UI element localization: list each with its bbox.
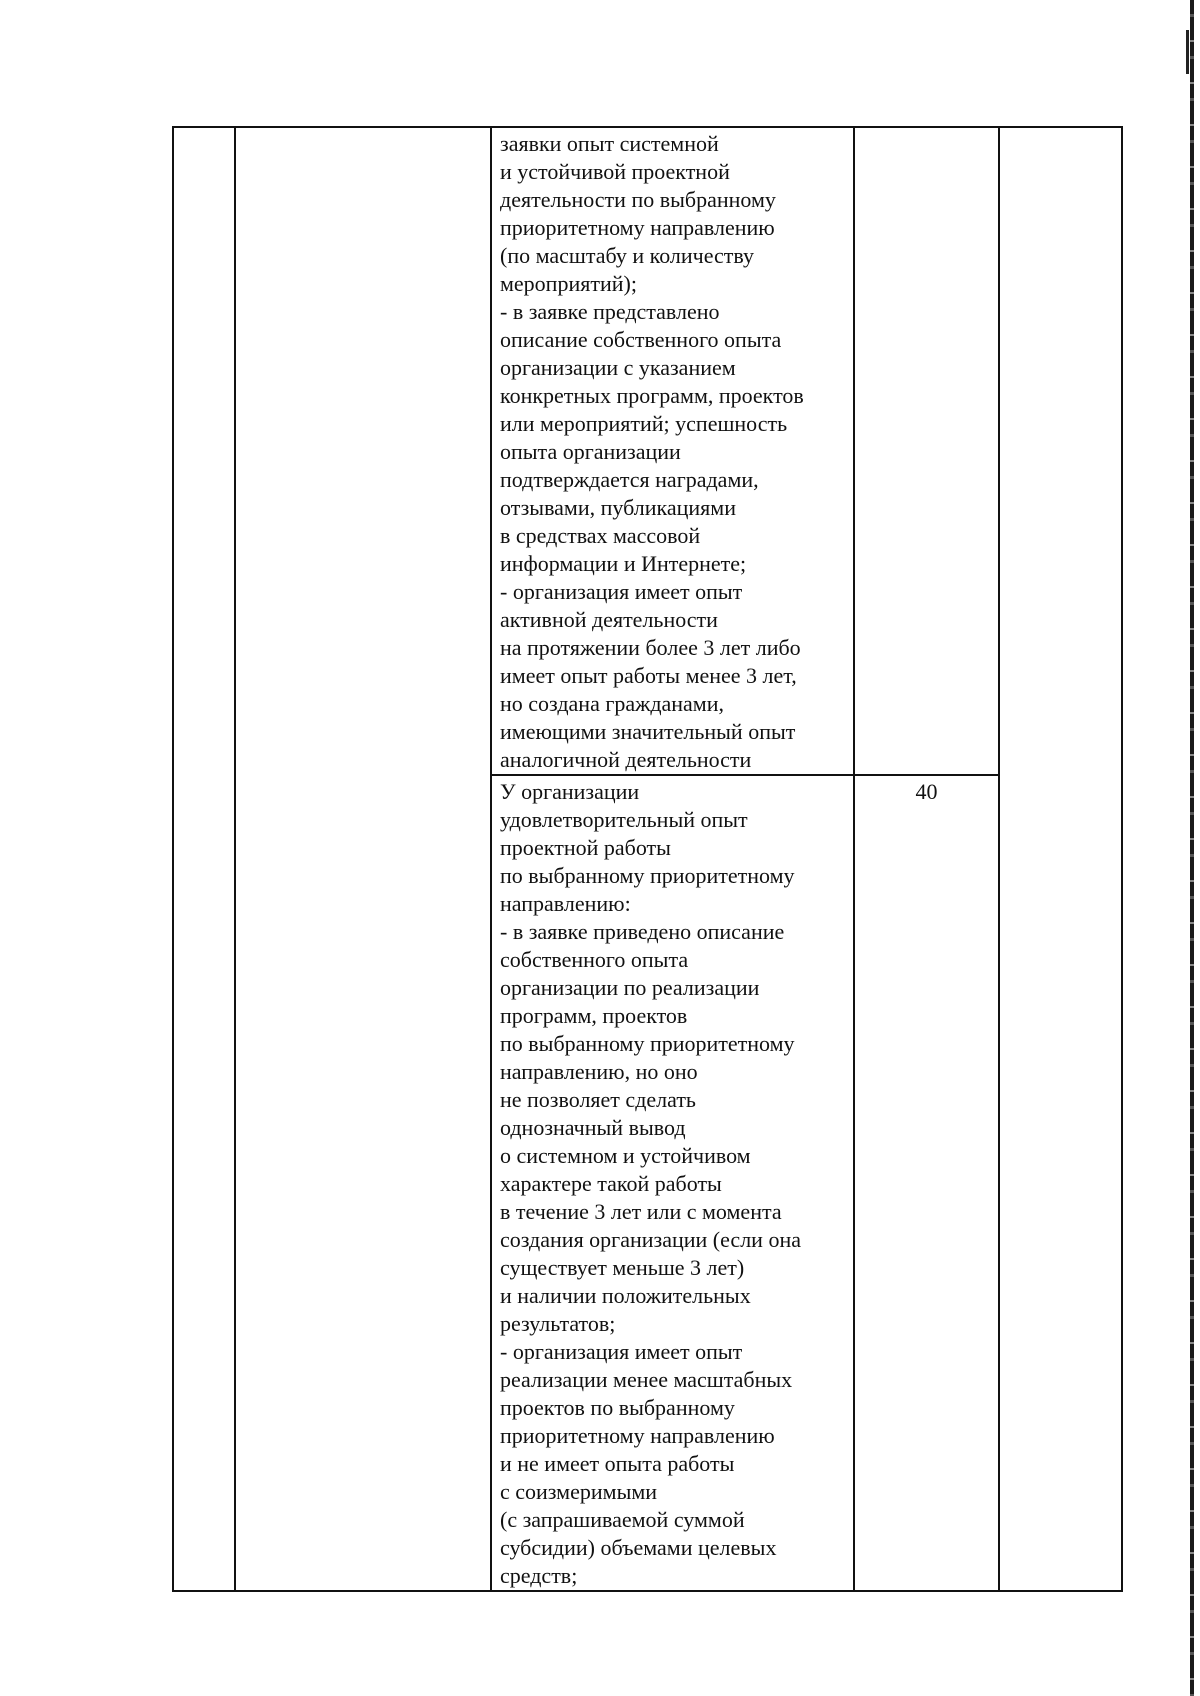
number-cell bbox=[173, 127, 235, 1591]
table-row bbox=[173, 127, 1122, 775]
criterion-description-text: заявки опыт системной и устойчивой проектной деятельности по выбранному приоритетному направлению (по масштабу и количеству мероприятий); - в заявке представлено описание собственного опыта организации с указанием конкретных программ, проектов или мероприятий; успешность опыта организации подтверждается наградами, отзывами, публикациями в средствах массовой информации и Интернете; - организация имеет опыт активной деятельности на протяжении более 3 лет либо имеет опыт работы менее 3 лет, но создана гражданами, имеющими значительный опыт аналогичной деятельности bbox=[500, 131, 804, 772]
score-value bbox=[855, 128, 998, 130]
score-cell bbox=[854, 775, 999, 1591]
scan-edge-mark bbox=[1186, 30, 1189, 74]
criterion-description-text: У организации удовлетворительный опыт проектной работы по выбранному приоритетному направлению: - в заявке приведено описание собственного опыта организации по реализации программ, проектов по выбранному приоритетному направлению, но оно не позволяет сделать однозначный вывод о системном и устойчивом характере такой работы в течение 3 лет или с момента создания организации (если она существует меньше 3 лет) и наличии положительных результатов; - организация имеет опыт реализации менее масштабных проектов по выбранному приоритетному направлению и не имеет опыта работы с соизмеримыми (с запрашиваемой суммой субсидии) объемами целевых средств; bbox=[500, 779, 801, 1588]
scan-edge bbox=[1190, 0, 1194, 1696]
remarks-cell bbox=[999, 127, 1122, 1591]
criterion-description-cell bbox=[491, 775, 854, 1591]
criterion-description-cell bbox=[491, 127, 854, 775]
score-value: 40 bbox=[915, 779, 938, 804]
score-cell bbox=[854, 127, 999, 775]
criteria-table bbox=[172, 126, 1123, 1592]
criterion-name-cell bbox=[235, 127, 491, 1591]
